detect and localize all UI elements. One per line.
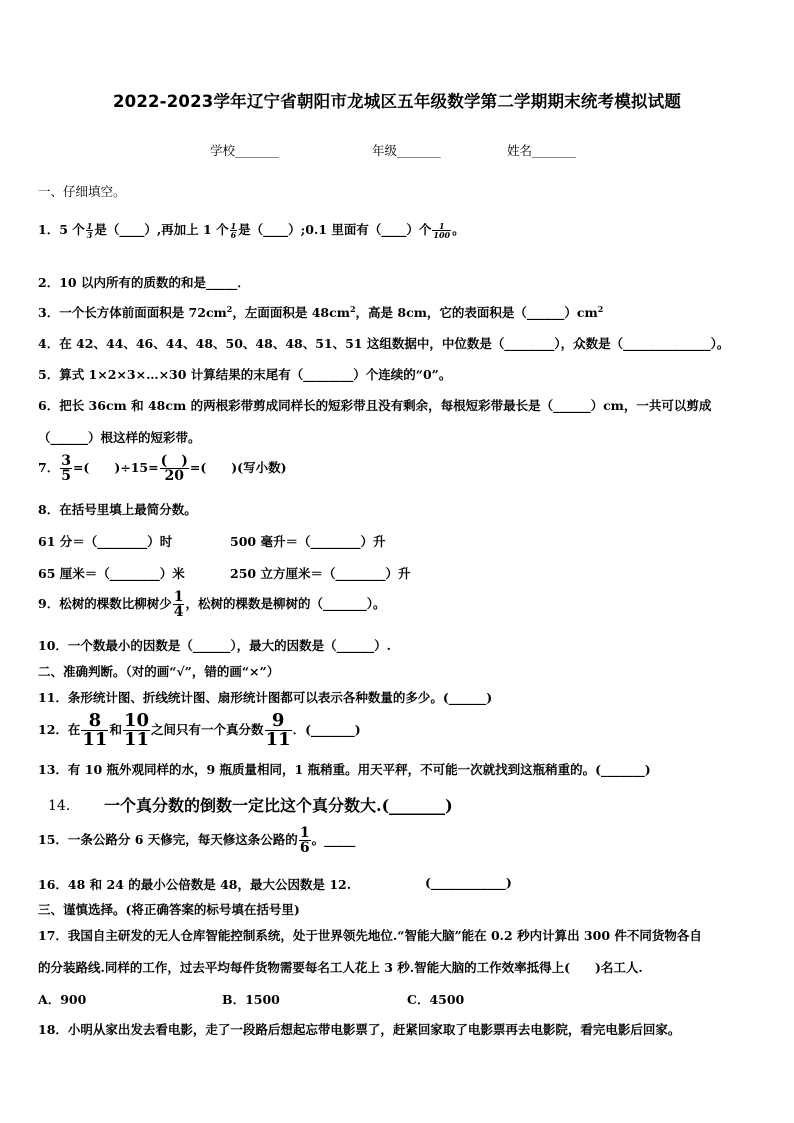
fraction-1-6: $\frac{1}{6}$ [230, 221, 237, 240]
question-18: 18．小明从家出发去看电影，走了一段路后想起忘带电影票了，赶紧回家取了电影票再去电影院，看完电影后回家。 [38, 1022, 681, 1037]
fraction-1-4: $\frac{1}{4}$ [173, 589, 184, 620]
question-6-line-1: 6．把长 36cm 和 48cm 的两根彩带剪成同样长的短彩带且没有剩余，每根短彩带最长是（______）cm，一共可以剪成 [38, 398, 712, 413]
fraction-10-11: $\frac{10}{11}$ [123, 710, 150, 750]
section-1-heading: 一、仔细填空。 [38, 184, 126, 199]
question-13: 13．有 10 瓶外观同样的水，9 瓶质量相同，1 瓶稍重。用天平秤，不可能一次就找到这瓶稍重的。(_______) [38, 762, 651, 777]
question-4: 4．在 42、44、46、44、48、50、48、48、51、51 这组数据中，中位数是（________），众数是（______________）。 [38, 336, 730, 351]
question-5: 5．算式 1×2×3×…×30 计算结果的末尾有（________）个连续的“0”。 [38, 367, 452, 382]
page-title: 2022-2023学年辽宁省朝阳市龙城区五年级数学第二学期期末统考模拟试题 [112, 92, 682, 111]
school-field: 学校_______ [210, 143, 279, 158]
fraction-9-11: $\frac{9}{11}$ [265, 710, 291, 750]
question-17-line-1: 17．我国自主研发的无人仓库智能控制系统，处于世界领先地位.“智能大脑”能在 0.2 秒内计算出 300 件不同货物各自 [38, 928, 702, 943]
question-14: 一个真分数的倒数一定比这个真分数大.(_______) [104, 796, 453, 815]
option-a: A．900 [38, 992, 87, 1007]
option-b: B．1500 [222, 992, 280, 1007]
question-8: 8．在括号里填上最简分数。 [38, 502, 197, 517]
question-1: 1．5 个 $\frac{1}{3}$ 是（____）,再加上 1 个 $\frac{1}{6}$ 是（____）;0.1 里面有（____）个 $\frac{1}{100}$ 。 [38, 221, 465, 240]
option-c: C．4500 [407, 992, 465, 1007]
section-3-heading: 三、谨慎选择。(将正确答案的标号填在括号里) [38, 902, 300, 917]
question-12: 12．在 $\frac{8}{11}$ 和 $\frac{10}{11}$ 之间只有一个真分数 $\frac{9}{11}$ ．(_______) [38, 710, 361, 750]
question-8-item-4: 250 立方厘米＝（________）升 [230, 566, 411, 581]
fraction-3-5: $\frac{3}{5}$ [61, 453, 71, 484]
question-8-item-2: 500 毫升＝（________）升 [230, 534, 386, 549]
question-7: 7． $\frac{3}{5}$ =( )÷15= $\frac{( )}{20}$ =( )(写小数) [38, 453, 287, 484]
question-3: 3．一个长方体前面面积是 $72cm^2$，左面面积是 $48cm^2$，高是 8cm，它的表面积是$(\_\_\_\_\_\_)cm^2$ [38, 303, 604, 320]
question-2: 2．10 以内所有的质数的和是_____． [38, 275, 250, 290]
fraction-1-3: $\frac{1}{3}$ [86, 221, 93, 240]
question-17-line-2: 的分装路线.同样的工作，过去平均每件货物需要每名工人花上 3 秒.智能大脑的工作效率抵得上( )名工人. [38, 960, 643, 975]
question-15: 15．一条公路分 6 天修完，每天修这条公路的 $\frac{1}{6}$ 。_____ [38, 825, 356, 856]
question-16-blank: (____________) [425, 875, 512, 890]
question-11: 11．条形统计图、折线统计图、扇形统计图都可以表示各种数量的多少。(______) [38, 690, 493, 705]
grade-field: 年级_______ [372, 143, 441, 158]
fraction-8-11: $\frac{8}{11}$ [82, 710, 108, 750]
fraction-blank-20: $\frac{( )}{20}$ [160, 453, 188, 484]
question-6-line-2: （______）根这样的短彩带。 [38, 430, 201, 445]
question-14-number: 14． [48, 798, 80, 814]
question-8-item-1: 61 分＝（________）时 [38, 534, 173, 549]
question-16: 16．48 和 24 的最小公倍数是 48，最大公因数是 12. [38, 877, 352, 892]
name-field: 姓名_______ [507, 143, 576, 158]
question-8-item-3: 65 厘米＝（________）米 [38, 566, 185, 581]
question-10: 10．一个数最小的因数是（______），最大的因数是（______）. [38, 638, 391, 653]
section-2-heading: 二、准确判断。（对的画“√”，错的画“×”） [38, 664, 280, 679]
fraction-1-6-large: $\frac{1}{6}$ [299, 825, 310, 856]
fraction-1-100: $\frac{1}{100}$ [433, 221, 451, 240]
question-9: 9．松树的棵数比柳树少 $\frac{1}{4}$ ，松树的棵数是柳树的（_______）。 [38, 589, 386, 620]
